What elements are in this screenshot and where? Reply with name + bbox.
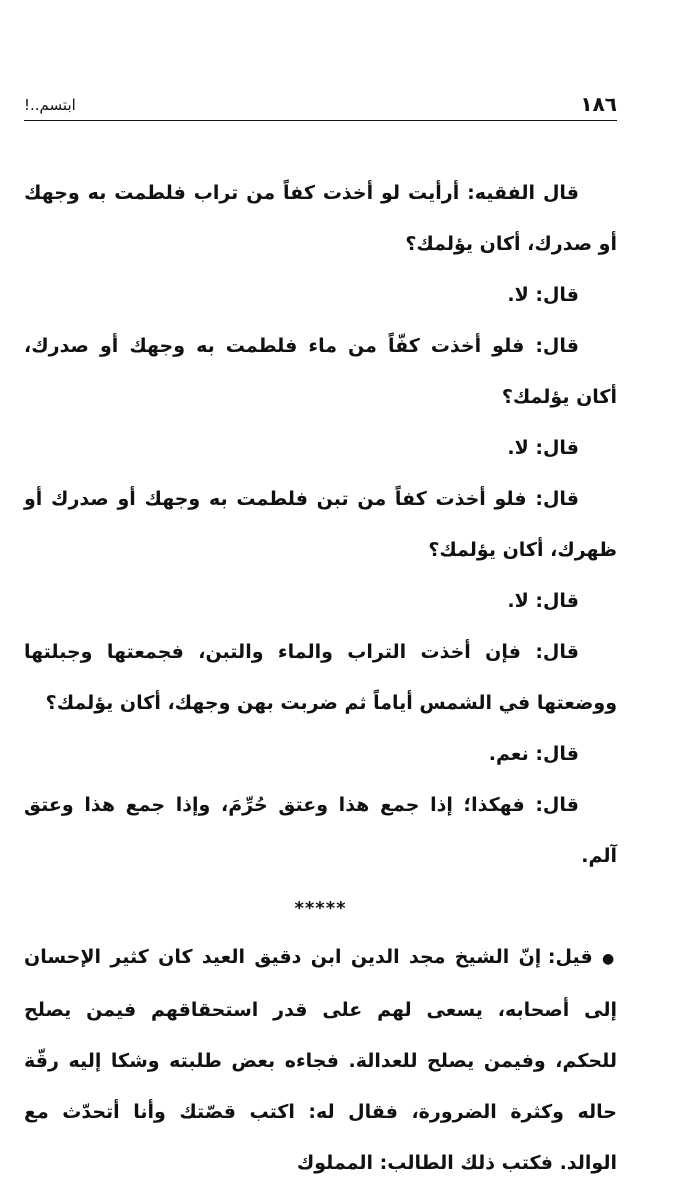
paragraph-2: قال: لا. xyxy=(507,284,579,306)
page-body xyxy=(24,168,617,1189)
paragraph-9: قال: فهكذا؛ إذا جمع هذا وعتق حُرِّمَ، وإذا جمع هذا وعتق آلم. xyxy=(24,794,617,867)
paragraph-3: قال: فلو أخذت كفّاً من ماء فلطمت به وجهك أو صدرك، أكان يؤلمك؟ xyxy=(24,335,617,408)
page-number: ١٨٦ xyxy=(580,92,617,116)
paragraph-8: قال: نعم. xyxy=(488,743,579,765)
paragraph-6: قال: لا. xyxy=(507,590,579,612)
section-separator: ***** xyxy=(294,898,347,919)
paragraph-4: قال: لا. xyxy=(507,437,579,459)
header-rule xyxy=(24,120,617,121)
page-header xyxy=(24,92,617,118)
story-text: قيل: إنّ الشيخ مجد الدين ابن دقيق العيد كان كثير الإحسان إلى أصحابه، يسعى لهم على قدر استحقاقهم فيمن يصلح للحكم، وفيمن يصلح للعدالة. فجاءه بعض طلبته وشكا إليه رقّة حاله وكثرة الضرورة، فقال له: اكتب قصّتك وأنا أتحدّث مع الوالد. فكتب ذلك الطالب: المملوك xyxy=(24,946,617,1174)
running-title: ابتسم..! xyxy=(24,96,76,114)
paragraph-1: قال الفقيه: أرأيت لو أخذت كفاً من تراب فلطمت به وجهك أو صدرك، أكان يؤلمك؟ xyxy=(24,182,617,255)
story-paragraph xyxy=(24,932,617,1189)
paragraph-7: قال: فإن أخذت التراب والماء والتبن، فجمعتها وجبلتها ووضعتها في الشمس أياماً ثم ضربت بهن وجهك، أكان يؤلمك؟ xyxy=(24,641,617,714)
bullet-icon: ● xyxy=(602,951,617,967)
paragraph-5: قال: فلو أخذت كفاً من تبن فلطمت به وجهك أو صدرك أو ظهرك، أكان يؤلمك؟ xyxy=(24,488,617,561)
